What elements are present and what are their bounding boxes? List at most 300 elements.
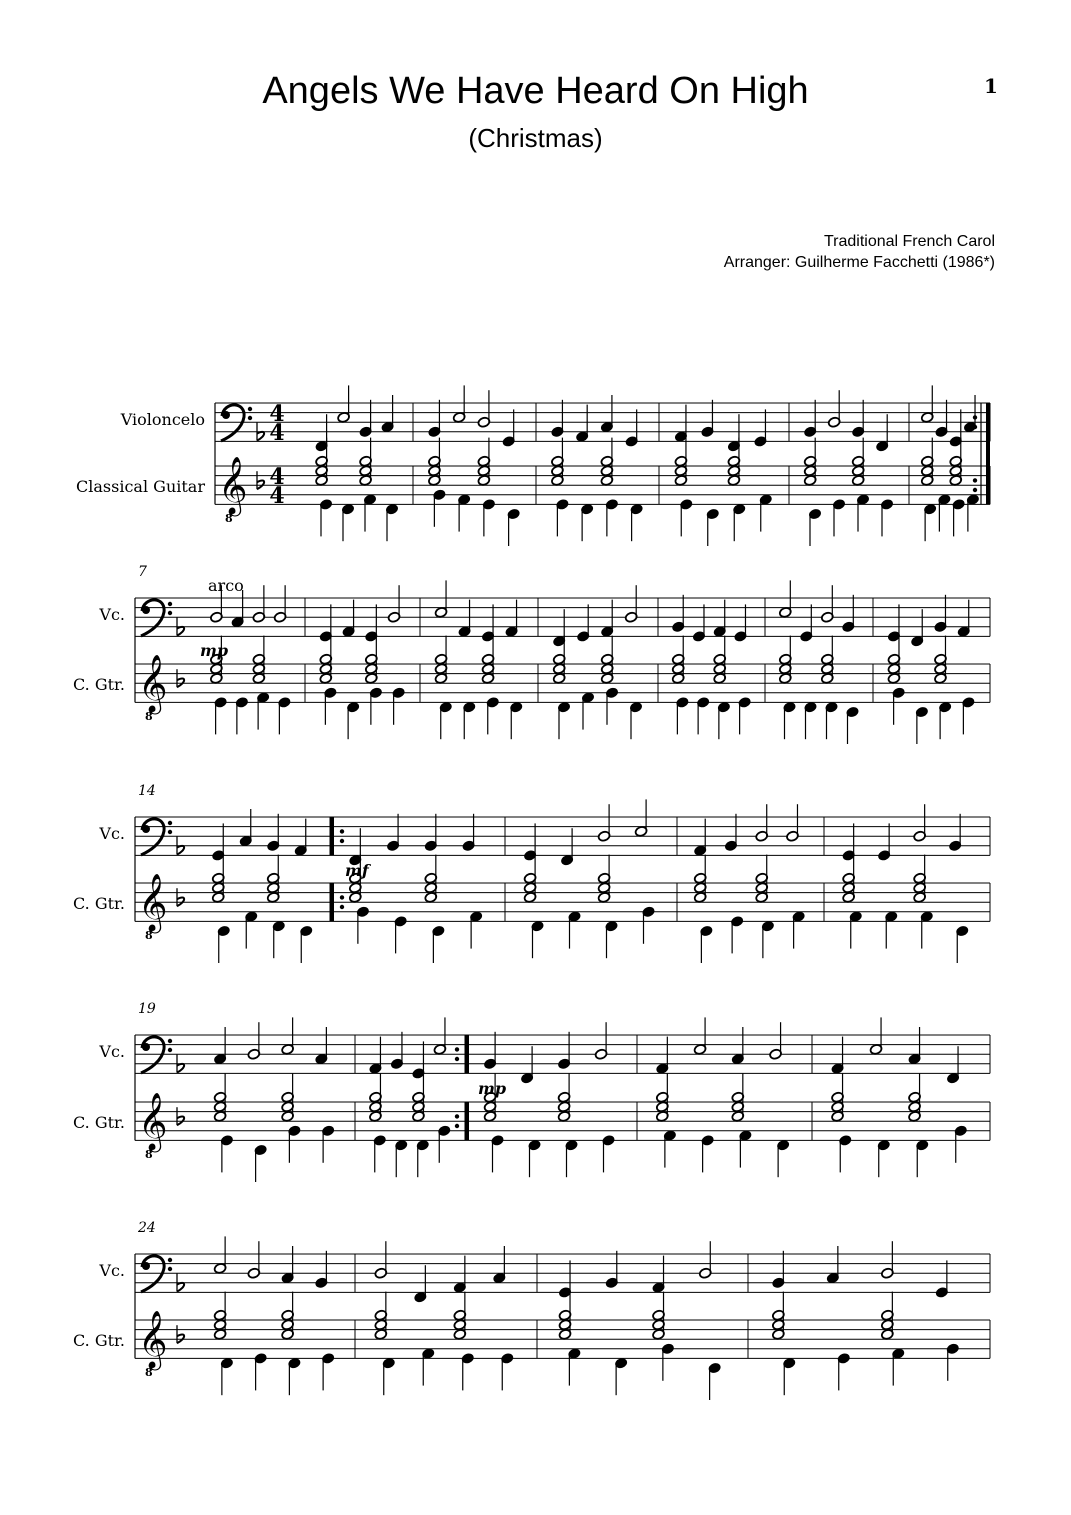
- repeat-dot: [455, 1047, 459, 1051]
- guitar-bass-note: [738, 697, 751, 735]
- guitar-bass-note: [557, 701, 570, 739]
- bass-clef-dot: [168, 1048, 172, 1052]
- measure-number: 19: [138, 1001, 156, 1017]
- repeat-dot: [455, 1057, 459, 1061]
- guitar-bass-note: [849, 911, 862, 949]
- guitar-bass-note: [568, 1348, 581, 1386]
- repeat-dot: [973, 478, 977, 482]
- guitar-chord: [913, 855, 926, 904]
- guitar-chord: [281, 1074, 294, 1123]
- cello-note: [412, 1041, 425, 1079]
- guitar-chord: [831, 1074, 844, 1123]
- cello-note: [755, 804, 768, 842]
- guitar-bass-note: [642, 906, 655, 944]
- guitar-bass-note: [220, 1357, 233, 1395]
- guitar-bass-note: [663, 1130, 676, 1168]
- bass-clef-curve: [221, 405, 244, 441]
- cello-note: [634, 799, 647, 837]
- guitar-bass-note: [783, 1357, 796, 1395]
- cello-note: [505, 600, 518, 638]
- guitar-bass-note: [938, 701, 951, 739]
- guitar-bass-note: [278, 697, 291, 735]
- guitar-bass-note: [966, 494, 979, 532]
- guitar-chord: [713, 636, 726, 685]
- cello-note: [652, 1256, 665, 1294]
- cello-staff: [215, 403, 990, 441]
- guitar-bass-note: [880, 499, 893, 537]
- guitar-bass-note: [433, 489, 446, 527]
- guitar-bass-note: [708, 1362, 721, 1400]
- bass-clef-dot: [168, 821, 172, 825]
- guitar-bass-note: [792, 911, 805, 949]
- guitar-bass-note: [565, 1139, 578, 1177]
- cello-note: [281, 1017, 294, 1055]
- page-number: 1: [984, 74, 998, 98]
- cello-note: [600, 395, 613, 433]
- guitar-bass-note: [556, 499, 569, 537]
- cello-note: [267, 814, 280, 852]
- cello-note: [594, 1022, 607, 1060]
- bass-clef-dot: [142, 606, 150, 614]
- arco-marking: arco: [208, 576, 244, 595]
- bass-clef-dot: [168, 1267, 172, 1271]
- cello-note: [701, 400, 714, 438]
- cello-note: [390, 1032, 403, 1070]
- bass-clef-dot: [168, 830, 172, 834]
- guitar-bass-note: [808, 508, 821, 546]
- guitar-chord: [656, 1074, 669, 1123]
- cello-note: [551, 400, 564, 438]
- cello-label: Vc.: [99, 605, 125, 624]
- cello-note: [337, 385, 350, 423]
- repeat-dot: [340, 905, 344, 909]
- guitar-chord: [434, 636, 447, 685]
- repeat-dot: [340, 829, 344, 833]
- guitar-bass-note: [395, 1139, 408, 1177]
- guitar-bass-note: [510, 701, 523, 739]
- guitar-chord: [428, 438, 441, 487]
- cello-note: [483, 1032, 496, 1070]
- cello-note: [424, 814, 437, 852]
- guitar-bass-note: [439, 701, 452, 739]
- cello-note: [713, 600, 726, 638]
- guitar-bass-note: [614, 1357, 627, 1395]
- guitar-bass-note: [602, 1135, 615, 1173]
- guitar-chord: [934, 636, 947, 685]
- guitar-chord: [772, 1292, 785, 1341]
- guitar-bass-note: [324, 687, 337, 725]
- guitar-bass-note: [385, 503, 398, 541]
- cello-note: [935, 400, 948, 438]
- cello-note: [821, 585, 834, 623]
- guitar-bass-note: [776, 1139, 789, 1177]
- guitar-bass-note: [938, 494, 951, 532]
- guitar-bass-note: [220, 1135, 233, 1173]
- cello-note: [963, 395, 976, 433]
- guitar-chord: [267, 855, 280, 904]
- guitar-chord: [557, 1074, 570, 1123]
- repeat-dot: [973, 488, 977, 492]
- guitar-chord: [365, 636, 378, 685]
- guitar-bass-note: [217, 925, 230, 963]
- guitar-bass-note: [346, 701, 359, 739]
- clef-octave-mark: 8: [145, 1366, 153, 1379]
- guitar-label: C. Gtr.: [72, 1331, 125, 1350]
- bass-clef-dot: [168, 611, 172, 615]
- bass-clef-dot: [222, 411, 230, 419]
- cello-note: [477, 390, 490, 428]
- guitar-bass-note: [856, 494, 869, 532]
- guitar-bass-note: [568, 911, 581, 949]
- guitar-bass-note: [916, 1139, 929, 1177]
- guitar-bass-note: [581, 692, 594, 730]
- cello-note: [601, 600, 614, 638]
- cello-note: [934, 595, 947, 633]
- guitar-bass-note: [877, 1139, 890, 1177]
- cello-note: [520, 1046, 533, 1084]
- bass-clef-dot: [248, 416, 252, 420]
- guitar-bass-note: [392, 687, 405, 725]
- bass-clef-curve: [141, 1037, 164, 1073]
- guitar-bass-note: [630, 503, 643, 541]
- cello-note: [557, 1032, 570, 1070]
- guitar-bass-note: [321, 1125, 334, 1163]
- cello-note: [239, 809, 252, 847]
- guitar-bass-note: [839, 1135, 852, 1173]
- cello-note: [625, 409, 638, 447]
- final-thick-bar: [986, 403, 990, 504]
- cello-note: [877, 823, 890, 861]
- cello-note: [800, 604, 813, 642]
- clef-octave-mark: 8: [145, 710, 153, 723]
- dynamic-mark: mf: [345, 861, 369, 880]
- guitar-bass-note: [730, 916, 743, 954]
- clef-octave-mark: 8: [225, 512, 233, 525]
- flat-bowl: [257, 432, 264, 441]
- repeat-start-thick: [330, 817, 334, 855]
- dynamic-mark: mp: [478, 1079, 507, 1098]
- guitar-chord: [779, 636, 792, 685]
- treble-clef: [138, 1310, 168, 1371]
- guitar-bass-note: [373, 1135, 386, 1173]
- guitar-bass-note: [245, 911, 258, 949]
- guitar-bass-note: [486, 697, 499, 735]
- flat-bowl: [177, 1064, 184, 1073]
- guitar-bass-note: [416, 1139, 429, 1177]
- cello-note: [876, 414, 889, 452]
- guitar-chord: [412, 1074, 425, 1123]
- cello-note: [428, 400, 441, 438]
- cello-note: [414, 1265, 427, 1303]
- bass-clef-curve: [141, 1256, 164, 1292]
- cello-note: [369, 1037, 382, 1075]
- cello-note: [699, 1241, 712, 1279]
- bass-clef: [141, 1256, 172, 1292]
- composer-credit: Traditional French Carol: [823, 233, 995, 250]
- guitar-bass-note: [923, 503, 936, 541]
- guitar-label: Classical Guitar: [76, 477, 205, 496]
- time-sig-top: 4: [269, 401, 285, 427]
- bass-clef-dot: [248, 407, 252, 411]
- guitar-chord: [881, 1292, 894, 1341]
- guitar-chord: [481, 636, 494, 685]
- guitar-bass-note: [629, 701, 642, 739]
- piece-title: Angels We Have Heard On High: [262, 70, 809, 112]
- cello-note: [908, 1027, 921, 1065]
- guitar-label: C. Gtr.: [72, 675, 125, 694]
- cello-staff: [135, 817, 990, 855]
- cello-note: [852, 400, 865, 438]
- clef-octave-mark: 8: [145, 1148, 153, 1161]
- cello-note: [458, 600, 471, 638]
- cello-note: [911, 609, 924, 647]
- flat-bowl: [177, 1283, 184, 1292]
- bass-clef-dot: [142, 1262, 150, 1270]
- guitar-bass-note: [288, 1125, 301, 1163]
- guitar-chord: [600, 438, 613, 487]
- guitar-label: C. Gtr.: [72, 1113, 125, 1132]
- guitar-bass-note: [363, 494, 376, 532]
- cello-note: [804, 400, 817, 438]
- guitar-chord: [213, 1292, 226, 1341]
- guitar-bass-note: [341, 503, 354, 541]
- flat-bowl: [177, 627, 184, 636]
- measure-number: 14: [138, 783, 156, 799]
- cello-note: [625, 585, 638, 623]
- cello-note: [387, 585, 400, 623]
- guitar-bass-note: [956, 925, 969, 963]
- bass-clef-curve: [141, 819, 164, 855]
- guitar-bass-note: [733, 503, 746, 541]
- cello-note: [434, 580, 447, 618]
- cello-note: [597, 804, 610, 842]
- cello-note: [359, 400, 372, 438]
- cello-label: Violoncelo: [120, 410, 205, 429]
- cello-note: [453, 1256, 466, 1294]
- treble-clef: [218, 456, 248, 517]
- guitar-staff: [135, 883, 990, 921]
- flat-sign: [177, 669, 184, 687]
- guitar-chord: [887, 636, 900, 685]
- guitar-bass-note: [288, 1357, 301, 1395]
- guitar-bass-note: [892, 687, 905, 725]
- repeat-dot: [340, 895, 344, 899]
- guitar-bass-note: [832, 499, 845, 537]
- cello-note: [842, 595, 855, 633]
- guitar-chord: [674, 438, 687, 487]
- guitar-bass-note: [256, 692, 269, 730]
- treble-clef: [138, 654, 168, 715]
- guitar-chord: [755, 855, 768, 904]
- guitar-bass-note: [706, 508, 719, 546]
- clef-octave-mark: 8: [145, 929, 153, 942]
- guitar-bass-note: [507, 508, 520, 546]
- guitar-bass-note: [661, 1343, 674, 1381]
- guitar-bass-note: [804, 701, 817, 739]
- guitar-chord: [252, 636, 265, 685]
- cello-note: [294, 819, 307, 857]
- cello-note: [273, 585, 286, 623]
- guitar-chord: [652, 1292, 665, 1341]
- guitar-chord: [424, 855, 437, 904]
- flat-sign: [177, 1325, 184, 1343]
- guitar-bass-note: [461, 1353, 474, 1391]
- treble-clef: [138, 1092, 168, 1153]
- guitar-chord: [523, 855, 536, 904]
- bass-clef-dot: [142, 1043, 150, 1051]
- cello-note: [433, 1017, 446, 1055]
- guitar-bass-note: [846, 706, 859, 744]
- guitar-chord: [319, 636, 332, 685]
- cello-note: [247, 1241, 260, 1279]
- bass-clef: [141, 819, 172, 855]
- cello-note: [913, 804, 926, 842]
- cello-note: [213, 1027, 226, 1065]
- cello-note: [957, 600, 970, 638]
- cello-note: [386, 814, 399, 852]
- guitar-bass-note: [825, 701, 838, 739]
- cello-note: [575, 405, 588, 443]
- treble-clef: [138, 873, 168, 934]
- cello-note: [772, 1251, 785, 1289]
- guitar-bass-note: [321, 1353, 334, 1391]
- guitar-bass-note: [783, 701, 796, 739]
- cello-note: [656, 1037, 669, 1075]
- cello-note: [315, 1251, 328, 1289]
- cello-note: [342, 600, 355, 638]
- cello-note: [731, 1027, 744, 1065]
- cello-note: [935, 1260, 948, 1298]
- guitar-chord: [453, 1292, 466, 1341]
- guitar-bass-note: [946, 1343, 959, 1381]
- repeat-start-thick: [330, 883, 334, 921]
- guitar-chord: [842, 855, 855, 904]
- guitar-bass-note: [605, 499, 618, 537]
- guitar-bass-note: [531, 920, 544, 958]
- cello-note: [605, 1251, 618, 1289]
- cello-staff: [135, 1254, 990, 1292]
- cello-label: Vc.: [99, 1261, 125, 1280]
- guitar-chord: [558, 1292, 571, 1341]
- guitar-bass-note: [892, 1348, 905, 1386]
- guitar-bass-note: [272, 920, 285, 958]
- guitar-chord: [908, 1074, 921, 1123]
- cello-note: [724, 814, 737, 852]
- guitar-bass-note: [528, 1139, 541, 1177]
- cello-note: [315, 1027, 328, 1065]
- cello-note: [560, 828, 573, 866]
- guitar-bass-note: [920, 911, 933, 949]
- cello-note: [881, 1241, 894, 1279]
- cello-note: [247, 1022, 260, 1060]
- guitar-chord: [731, 1074, 744, 1123]
- guitar-bass-note: [761, 920, 774, 958]
- cello-note: [946, 1046, 959, 1084]
- flat-sign: [177, 888, 184, 906]
- flat-sign: [257, 471, 264, 489]
- guitar-bass-note: [319, 499, 332, 537]
- cello-note: [381, 395, 394, 433]
- guitar-bass-note: [457, 494, 470, 532]
- cello-note: [692, 604, 705, 642]
- bass-clef-dot: [168, 602, 172, 606]
- guitar-bass-note: [676, 697, 689, 735]
- time-sig-top: 4: [269, 464, 285, 490]
- cello-note: [828, 390, 841, 428]
- treble-clef-glyph: 𝄞: [138, 873, 168, 931]
- repeat-end-thick: [465, 1035, 469, 1073]
- guitar-chord: [281, 1292, 294, 1341]
- bass-clef-dot: [142, 825, 150, 833]
- cello-note: [779, 580, 792, 618]
- bass-clef: [141, 600, 172, 636]
- cello-note: [672, 595, 685, 633]
- guitar-chord: [369, 1074, 382, 1123]
- cello-note: [374, 1241, 387, 1279]
- cello-note: [693, 1017, 706, 1055]
- cello-note: [769, 1022, 782, 1060]
- cello-note: [694, 819, 707, 857]
- piece-subtitle: (Christmas): [468, 123, 603, 153]
- time-sig-bottom: 4: [269, 420, 285, 446]
- guitar-bass-note: [491, 1135, 504, 1173]
- guitar-bass-note: [605, 920, 618, 958]
- guitar-chord: [921, 438, 934, 487]
- cello-label: Vc.: [99, 1042, 125, 1061]
- guitar-chord: [597, 855, 610, 904]
- flat-sign: [177, 1107, 184, 1125]
- guitar-bass-note: [235, 697, 248, 735]
- guitar-bass-note: [954, 1125, 967, 1163]
- guitar-chord: [551, 438, 564, 487]
- guitar-bass-note: [701, 1135, 714, 1173]
- cello-note: [754, 409, 767, 447]
- bass-clef-dot: [168, 1258, 172, 1262]
- cello-note: [493, 1246, 506, 1284]
- cello-note: [674, 405, 687, 443]
- guitar-bass-note: [885, 911, 898, 949]
- guitar-bass-note: [463, 701, 476, 739]
- cello-note: [826, 1246, 839, 1284]
- guitar-chord: [804, 438, 817, 487]
- cello-label: Vc.: [99, 824, 125, 843]
- guitar-bass-note: [438, 1125, 451, 1163]
- guitar-bass-note: [962, 697, 975, 735]
- cello-note: [948, 814, 961, 852]
- guitar-bass-note: [482, 499, 495, 537]
- guitar-bass-note: [837, 1353, 850, 1391]
- cello-note: [281, 1246, 294, 1284]
- guitar-bass-note: [915, 706, 928, 744]
- guitar-bass-note: [605, 687, 618, 725]
- guitar-bass-note: [952, 499, 965, 537]
- cello-note: [577, 604, 590, 642]
- cello-note: [452, 385, 465, 423]
- measure-number: 24: [138, 1220, 156, 1236]
- guitar-chord: [212, 855, 225, 904]
- cello-note: [734, 604, 747, 642]
- cello-note: [213, 1236, 226, 1274]
- guitar-chord: [359, 438, 372, 487]
- repeat-end-thick: [465, 1102, 469, 1140]
- guitar-bass-note: [394, 916, 407, 954]
- guitar-chord: [601, 636, 614, 685]
- guitar-chord: [821, 636, 834, 685]
- guitar-bass-note: [580, 503, 593, 541]
- guitar-bass-note: [700, 925, 713, 963]
- time-sig-bottom: 4: [269, 483, 285, 509]
- cello-note: [921, 385, 934, 423]
